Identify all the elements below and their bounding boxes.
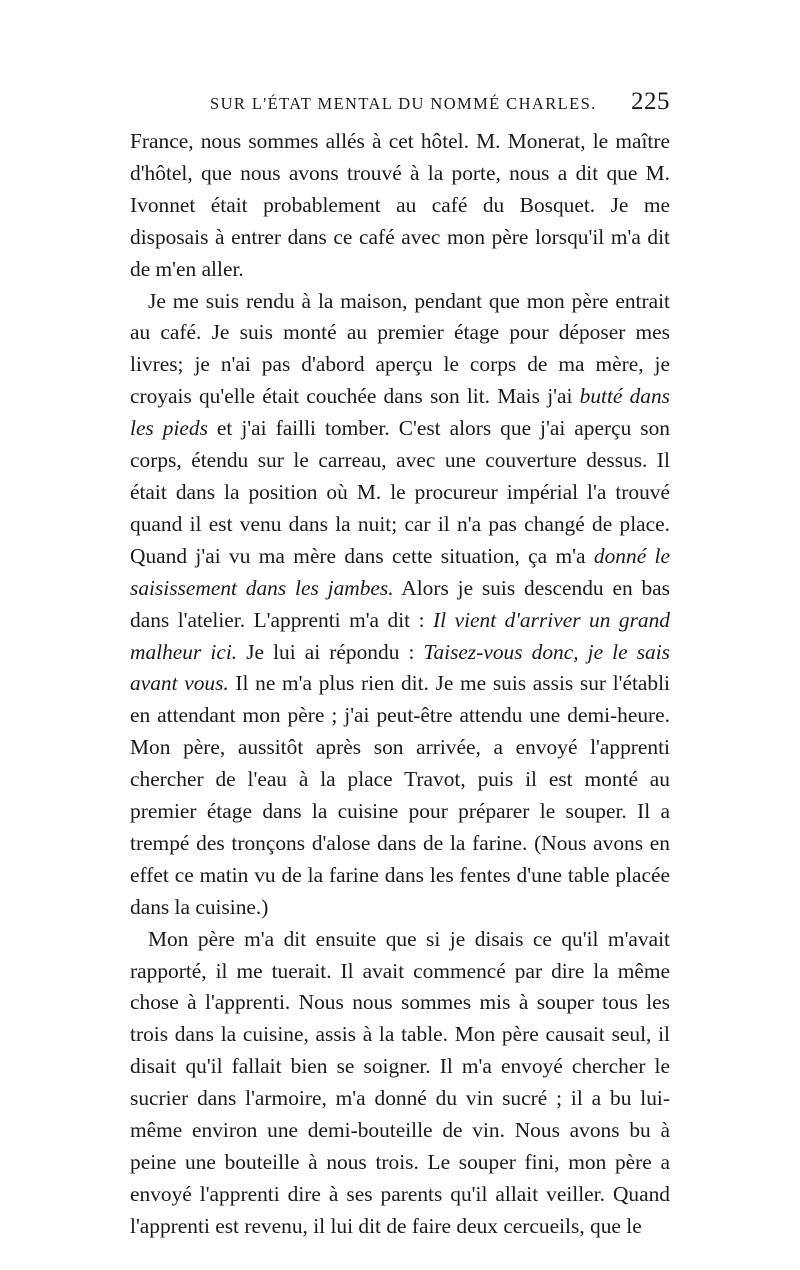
text-segment: Il ne m'a plus rien dit. Je me suis assis sur l'établi en attendant mon père ; j'ai peut-être attendu une demi-heure. Mon père, aussitôt après son arrivée, a envoyé l'apprenti chercher de l'eau à la place Travot, puis il est monté au premier étage dans la cuisine pour préparer le souper. Il a trempé des tronçons d'alose dans de la farine. (Nous avons en effet ce matin vu de la farine dans les fentes d'une table placée dans la cuisine.)	[130, 671, 671, 919]
text-segment: France, nous sommes allés à cet hôtel. M. Monerat, le maître d'hôtel, que nous avons trouvé à la porte, nous a dit que M. Ivonnet était probablement au café du Bosquet. Je me disposais à entrer dans ce café avec mon père lorsqu'il m'a dit de m'en aller.	[130, 129, 670, 281]
body-text	[130, 126, 670, 1243]
italic-segment: butté dans les pieds	[130, 384, 670, 441]
page-number: 225	[631, 88, 670, 115]
book-page	[130, 88, 670, 1243]
text-segment: et j'ai failli tomber. C'est alors que j'ai aperçu son corps, étendu sur le carreau, avec une couverture dessus. Il était dans la position où M. le procureur impérial l'a trouvé quand il est venu dans la nuit; car il n'a pas changé de place. Quand j'ai vu ma mère dans cette situation, ça m'a	[130, 416, 671, 568]
paragraph	[130, 126, 670, 286]
running-title: SUR L'ÉTAT MENTAL DU NOMMÉ CHARLES.	[210, 94, 597, 113]
text-segment: Mon père m'a dit ensuite que si je disais ce qu'il m'avait rapporté, il me tuerait. Il avait commencé par dire la même chose à l'apprenti. Nous nous sommes mis à souper tous les trois dans la cuisine, assis à la table. Mon père causait seul, il disait qu'il fallait bien se soigner. Il m'a envoyé chercher le sucrier dans l'armoire, m'a donné du vin sucré ; il a bu lui-même environ une demi-bouteille de vin. Nous avons bu à peine une bouteille à nous trois. Le souper fini, mon père a envoyé l'apprenti dire à ses parents qu'il allait veiller. Quand l'apprenti est revenu, il lui dit de faire deux cercueils, que le	[130, 926, 670, 1238]
running-head	[130, 88, 670, 126]
paragraph	[130, 286, 670, 924]
paragraph	[130, 924, 670, 1243]
text-segment: Alors je suis descendu en bas dans l'atelier. L'apprenti m'a dit :	[130, 575, 670, 632]
italic-segment: Taisez-vous donc, je le sais avant vous.	[130, 639, 670, 696]
text-segment: Je me suis rendu à la maison, pendant que mon père entrait au café. Je suis monté au premier étage pour déposer mes livres; je n'ai pas d'abord aperçu le corps de ma mère, je croyais qu'elle était couchée dans son lit. Mais j'ai	[130, 288, 670, 409]
italic-segment: Il vient d'arriver un grand malheur ici.	[130, 607, 670, 664]
text-segment: Je lui ai répondu :	[237, 639, 424, 664]
italic-segment: donné le saisissement dans les jambes.	[130, 543, 670, 600]
